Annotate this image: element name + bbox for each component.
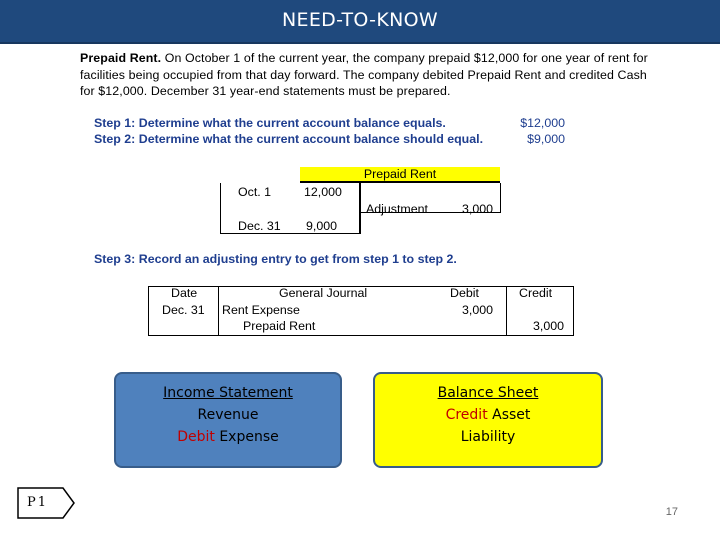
step-3-label: Step 3: Record an adjusting entry to get from step 1 to step 2. [94, 252, 457, 266]
problem-line-1: On October 1 of the current year, the company prepaid $12,000 for one year of rent for [164, 51, 648, 65]
journal-right-border [573, 286, 574, 336]
page-number: 17 [665, 506, 678, 518]
income-statement-box [114, 372, 342, 468]
step-1-amount: $12,000 [520, 116, 565, 130]
journal-debit-divider [506, 286, 507, 336]
balance-credit-word: Credit [445, 407, 488, 423]
journal-credit-amount: 3,000 [533, 319, 565, 333]
step-2-amount: $9,000 [527, 132, 565, 146]
step-1-label: Step 1: Determine what the current account balance equals. [94, 116, 446, 130]
journal-debit-account: Rent Expense [222, 303, 300, 317]
journal-date-divider [218, 286, 219, 336]
t-account-oct1-date: Oct. 1 [238, 185, 272, 199]
journal-bottom-border [148, 335, 574, 336]
journal-header-debit: Debit [450, 286, 479, 300]
journal-header-general: General Journal [279, 286, 368, 300]
income-statement-title: Income Statement [163, 385, 293, 401]
problem-lead: Prepaid Rent. [80, 51, 162, 65]
income-debit-word: Debit [177, 429, 215, 445]
t-account-oct1-debit: 12,000 [304, 185, 342, 199]
problem-statement [80, 50, 680, 100]
journal-credit-account: Prepaid Rent [243, 319, 316, 333]
journal-header-date: Date [171, 286, 198, 300]
balance-sheet-title: Balance Sheet [437, 385, 539, 401]
balance-asset-line [375, 404, 601, 426]
t-account-dec31-debit: 9,000 [306, 219, 338, 233]
balance-asset-word: Asset [487, 407, 531, 423]
journal-left-border [148, 286, 149, 336]
income-expense-word: Expense [214, 429, 279, 445]
balance-sheet-box [373, 372, 603, 468]
t-account-adjustment-label: Adjustment [366, 202, 428, 216]
income-revenue-label: Revenue [197, 407, 259, 423]
t-account-adjustment-credit: 3,000 [462, 202, 494, 216]
journal-header-credit: Credit [519, 286, 553, 300]
t-account-title: Prepaid Rent [300, 167, 500, 183]
title-bar [0, 0, 720, 44]
p1-tab-label: P1 [27, 495, 49, 510]
t-account-divider [359, 183, 361, 234]
step-2-label: Step 2: Determine what the current account balance should equal. [94, 132, 484, 146]
balance-liability-label: Liability [460, 429, 516, 445]
problem-line-2: facilities being occupied from that day forward. The company debited Prepaid Rent and credited Cash [80, 67, 647, 82]
t-account-dec31-date: Dec. 31 [238, 219, 281, 233]
page-title: NEED-TO-KNOW [282, 9, 438, 31]
journal-table [148, 286, 574, 336]
journal-debit-amount: 3,000 [462, 303, 494, 317]
problem-line-3: for $12,000. December 31 year-end statements must be prepared. [80, 84, 451, 98]
income-expense-line [116, 426, 340, 448]
journal-entry-date: Dec. 31 [162, 303, 205, 317]
